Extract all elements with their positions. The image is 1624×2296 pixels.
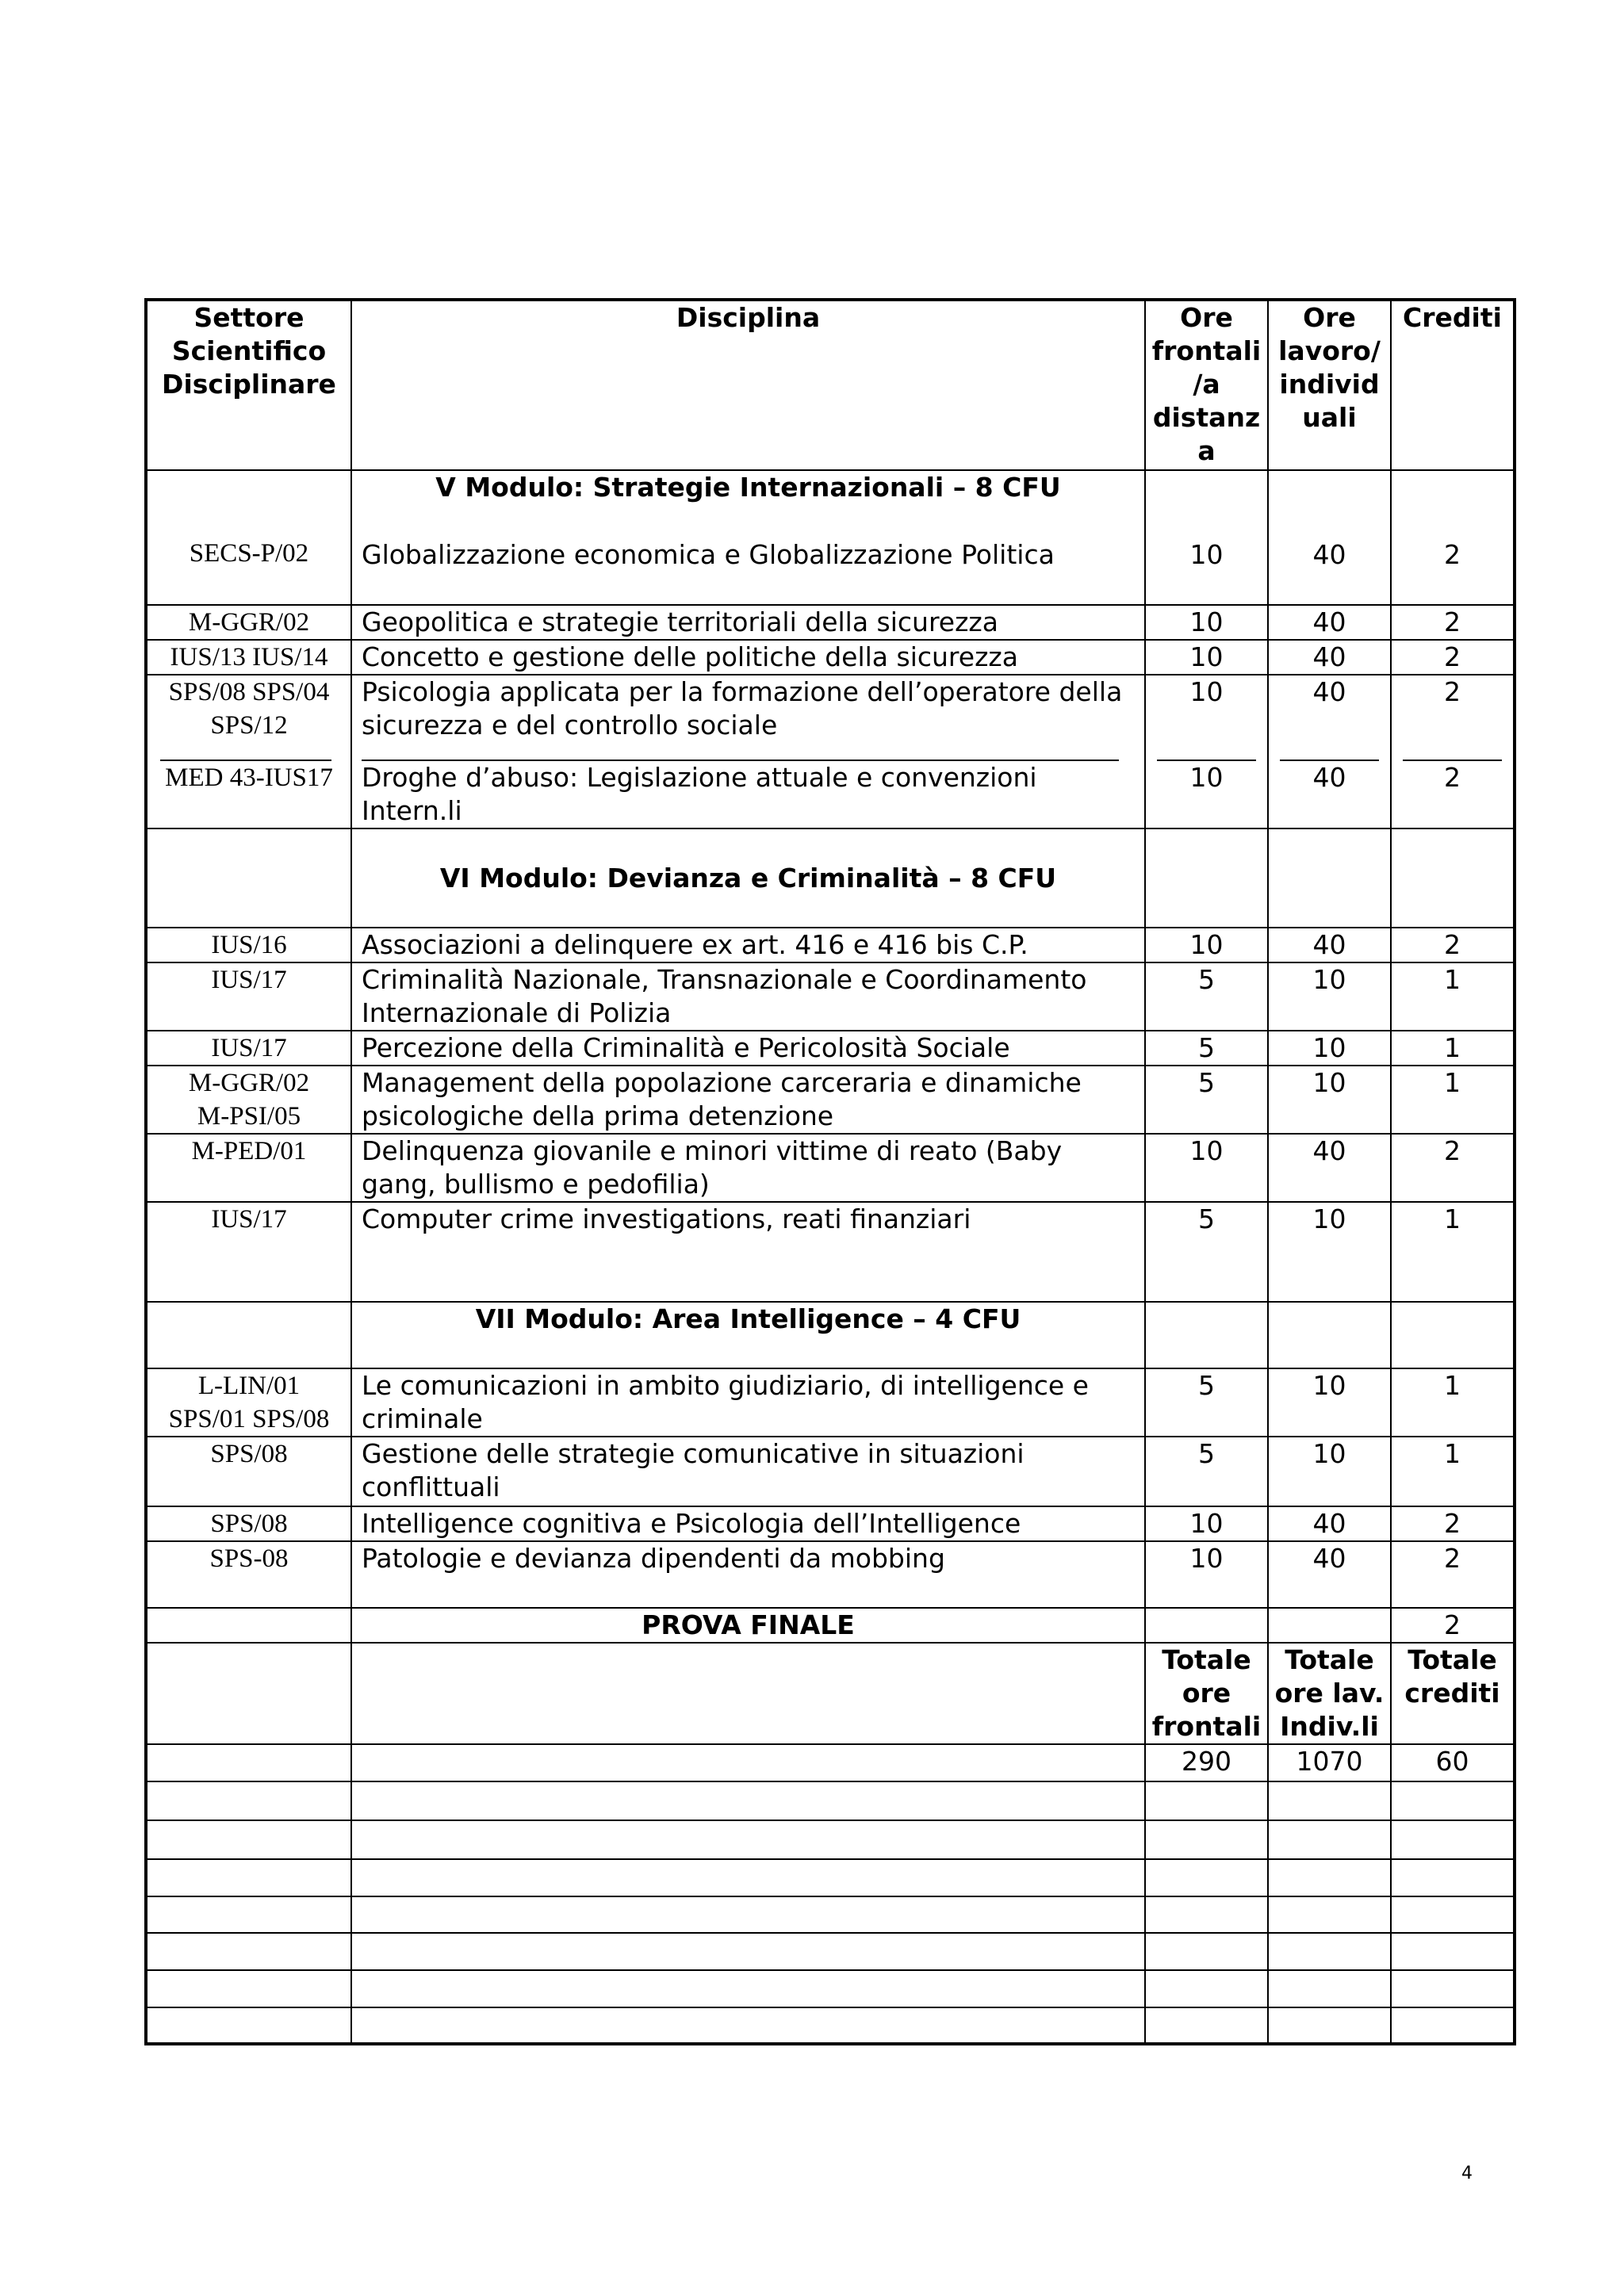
ore-frontali-cell — [1145, 675, 1268, 828]
module-vi-title: VI Modulo: Devianza e Criminalità – 8 CFU — [351, 828, 1145, 928]
settore-line: SPS/01 SPS/08 — [168, 1405, 330, 1433]
crediti-cell: 2 — [1391, 1541, 1515, 1608]
table-row-ore-frontali — [1145, 470, 1268, 605]
disciplina-cell: Concetto e gestione delle politiche della sicurezza — [351, 640, 1145, 675]
empty-row — [146, 1781, 1515, 1820]
disciplina-cell: Delinquenza giovanile e minori vittime di reato (Baby gang, bullismo e pedofilia) — [351, 1134, 1145, 1202]
settore-text: SECS-P/02 — [189, 539, 309, 568]
empty-cell — [1145, 1302, 1268, 1368]
ore-lavoro-value: 40 — [1312, 762, 1346, 793]
table-row — [146, 1506, 1515, 1541]
empty-cell — [1145, 828, 1268, 928]
disciplina-cell — [351, 675, 1145, 828]
module-v-title: V Modulo: Strategie Internazionali – 8 CFU — [435, 472, 1061, 503]
ore-frontali-cell: 5 — [1145, 1202, 1268, 1302]
totale-frontali-label: Totale ore frontali — [1145, 1643, 1268, 1744]
settore-line: MED 43-IUS17 — [165, 763, 333, 792]
ore-frontali-cell: 5 — [1145, 1031, 1268, 1066]
totals-values-row — [146, 1744, 1515, 1781]
empty-row — [146, 1896, 1515, 1933]
ore-lavoro-cell: 10 — [1268, 1066, 1391, 1134]
separator-line — [1403, 753, 1502, 761]
module-vii-title: VII Modulo: Area Intelligence – 4 CFU — [351, 1302, 1145, 1368]
prova-finale-crediti: 2 — [1391, 1608, 1515, 1643]
disciplina-text: Droghe d’abuso: Legislazione attuale e convenzioni Intern.li — [362, 762, 1037, 826]
table-row — [146, 1134, 1515, 1202]
crediti-cell: 2 — [1391, 1134, 1515, 1202]
crediti-value: 2 — [1444, 539, 1461, 570]
disciplina-cell: Management della popolazione carceraria e dinamiche psicologiche della prima detenzione — [351, 1066, 1145, 1134]
ore-lavoro-cell: 10 — [1268, 962, 1391, 1031]
settore-cell: IUS/17 — [146, 962, 351, 1031]
disciplina-text: Psicologia applicata per la formazione dell’operatore della sicurezza e del controllo sociale — [362, 676, 1123, 740]
ore-frontali-value: 10 — [1189, 539, 1224, 570]
table-row-ore-lavoro — [1268, 470, 1391, 605]
separator-line — [1280, 753, 1379, 761]
disciplina-cell: Criminalità Nazionale, Transnazionale e Coordinamento Internazionale di Polizia — [351, 962, 1145, 1031]
empty-row — [146, 1933, 1515, 1970]
totals-header-row — [146, 1643, 1515, 1744]
prova-finale-row — [146, 1608, 1515, 1643]
ore-frontali-cell: 10 — [1145, 640, 1268, 675]
ore-lavoro-cell: 10 — [1268, 1368, 1391, 1437]
separator-line — [362, 753, 1119, 761]
crediti-value: 2 — [1444, 676, 1461, 707]
crediti-cell: 2 — [1391, 640, 1515, 675]
crediti-cell: 1 — [1391, 1066, 1515, 1134]
table-row — [146, 1368, 1515, 1437]
crediti-cell: 2 — [1391, 928, 1515, 962]
header-disciplina — [351, 300, 1145, 470]
ore-lavoro-cell: 40 — [1268, 1541, 1391, 1608]
settore-line: L-LIN/01 — [197, 1372, 301, 1400]
empty-cell — [146, 1302, 351, 1368]
table-row — [146, 1031, 1515, 1066]
empty-cell — [146, 1608, 351, 1643]
header-settore — [146, 300, 351, 470]
table-row — [146, 1437, 1515, 1506]
settore-cell: IUS/16 — [146, 928, 351, 962]
ore-lavoro-cell: 40 — [1268, 928, 1391, 962]
curriculum-table — [144, 298, 1516, 2045]
ore-lavoro-value: 40 — [1312, 539, 1346, 570]
settore-cell — [146, 1368, 351, 1437]
totale-crediti-value: 60 — [1391, 1744, 1515, 1781]
ore-frontali-cell: 5 — [1145, 1437, 1268, 1506]
totale-frontali-value: 290 — [1145, 1744, 1268, 1781]
settore-line: M-PSI/05 — [197, 1102, 301, 1131]
settore-cell: IUS/17 — [146, 1202, 351, 1302]
ore-lavoro-cell: 40 — [1268, 640, 1391, 675]
empty-cell — [1391, 828, 1515, 928]
crediti-cell: 1 — [1391, 1202, 1515, 1302]
disciplina-cell: Intelligence cognitiva e Psicologia dell’Intelligence — [351, 1506, 1145, 1541]
empty-row — [146, 1859, 1515, 1896]
ore-lavoro-value: 40 — [1312, 676, 1346, 707]
crediti-cell: 1 — [1391, 1437, 1515, 1506]
settore-cell: SPS/08 — [146, 1506, 351, 1541]
ore-frontali-cell: 5 — [1145, 1066, 1268, 1134]
crediti-cell: 2 — [1391, 605, 1515, 640]
totale-crediti-label: Totale crediti — [1391, 1643, 1515, 1744]
header-disciplina-text: Disciplina — [676, 302, 821, 333]
header-crediti — [1391, 300, 1515, 470]
ore-frontali-value: 10 — [1189, 676, 1224, 707]
ore-frontali-cell: 5 — [1145, 962, 1268, 1031]
separator-line — [160, 753, 331, 761]
crediti-cell: 1 — [1391, 1368, 1515, 1437]
empty-cell — [351, 1744, 1145, 1781]
settore-cell — [146, 675, 351, 828]
settore-cell: SPS-08 — [146, 1541, 351, 1608]
empty-cell — [351, 1643, 1145, 1744]
table-row — [146, 1541, 1515, 1608]
header-ore-frontali-text: Ore frontali /a distanz a — [1151, 302, 1262, 466]
settore-cell: IUS/13 IUS/14 — [146, 640, 351, 675]
crediti-cell — [1391, 675, 1515, 828]
ore-lavoro-cell: 40 — [1268, 1506, 1391, 1541]
table-row — [146, 605, 1515, 640]
ore-frontali-cell: 10 — [1145, 1506, 1268, 1541]
ore-frontali-cell: 10 — [1145, 1134, 1268, 1202]
crediti-cell: 2 — [1391, 1506, 1515, 1541]
disciplina-cell: Percezione della Criminalità e Pericolosità Sociale — [351, 1031, 1145, 1066]
empty-cell — [146, 1744, 351, 1781]
empty-cell — [146, 1643, 351, 1744]
prova-finale-label: PROVA FINALE — [351, 1608, 1145, 1643]
table-row-settore — [146, 470, 351, 605]
module-vii-row — [146, 1302, 1515, 1368]
ore-frontali-cell: 5 — [1145, 1368, 1268, 1437]
header-crediti-text: Crediti — [1403, 302, 1502, 333]
disciplina-cell: Patologie e devianza dipendenti da mobbing — [351, 1541, 1145, 1608]
table-row — [146, 1066, 1515, 1134]
settore-cell: M-PED/01 — [146, 1134, 351, 1202]
page-number: 4 — [1461, 2164, 1473, 2183]
ore-frontali-cell: 10 — [1145, 928, 1268, 962]
table-row-crediti — [1391, 470, 1515, 605]
settore-cell: SPS/08 — [146, 1437, 351, 1506]
table-row — [146, 962, 1515, 1031]
settore-line: SPS/08 SPS/04 — [168, 678, 330, 706]
disciplina-text: Globalizzazione economica e Globalizzazione Politica — [362, 539, 1055, 570]
header-ore-lavoro — [1268, 300, 1391, 470]
settore-cell — [146, 1066, 351, 1134]
ore-lavoro-cell: 10 — [1268, 1202, 1391, 1302]
totale-lavoro-value: 1070 — [1268, 1744, 1391, 1781]
settore-cell: IUS/17 — [146, 1031, 351, 1066]
crediti-cell: 1 — [1391, 962, 1515, 1031]
empty-cell — [1391, 1302, 1515, 1368]
table-row — [146, 640, 1515, 675]
crediti-cell: 1 — [1391, 1031, 1515, 1066]
ore-frontali-value: 10 — [1189, 762, 1224, 793]
empty-cell — [146, 828, 351, 928]
empty-cell — [1145, 1608, 1268, 1643]
disciplina-cell: Gestione delle strategie comunicative in situazioni conflittuali — [351, 1437, 1145, 1506]
disciplina-cell: Computer crime investigations, reati finanziari — [351, 1202, 1145, 1302]
settore-line: M-GGR/02 — [188, 1069, 310, 1097]
ore-frontali-cell: 10 — [1145, 1541, 1268, 1608]
table-row-disciplina — [351, 470, 1145, 605]
empty-row — [146, 2007, 1515, 2044]
disciplina-cell: Associazioni a delinquere ex art. 416 e 416 bis C.P. — [351, 928, 1145, 962]
table-row — [146, 1202, 1515, 1302]
module-v-row — [146, 470, 1515, 605]
empty-cell — [1268, 1608, 1391, 1643]
header-ore-frontali — [1145, 300, 1268, 470]
table-row — [146, 928, 1515, 962]
ore-lavoro-cell: 10 — [1268, 1437, 1391, 1506]
empty-cell — [1268, 828, 1391, 928]
settore-line: SPS/12 — [210, 711, 288, 740]
module-vi-row — [146, 828, 1515, 928]
header-row — [146, 300, 1515, 470]
empty-row — [146, 1970, 1515, 2007]
disciplina-cell: Geopolitica e strategie territoriali della sicurezza — [351, 605, 1145, 640]
ore-lavoro-cell: 10 — [1268, 1031, 1391, 1066]
ore-lavoro-cell: 40 — [1268, 605, 1391, 640]
empty-cell — [1268, 1302, 1391, 1368]
ore-lavoro-cell — [1268, 675, 1391, 828]
separator-line — [1157, 753, 1256, 761]
crediti-value: 2 — [1444, 762, 1461, 793]
ore-frontali-cell: 10 — [1145, 605, 1268, 640]
header-settore-text: Settore Scientifico Disciplinare — [162, 302, 336, 400]
table-row — [146, 675, 1515, 828]
ore-lavoro-cell: 40 — [1268, 1134, 1391, 1202]
settore-cell: M-GGR/02 — [146, 605, 351, 640]
empty-row — [146, 1820, 1515, 1859]
disciplina-cell: Le comunicazioni in ambito giudiziario, di intelligence e criminale — [351, 1368, 1145, 1437]
header-ore-lavoro-text: Ore lavoro/ individ uali — [1278, 302, 1381, 433]
totale-lavoro-label: Totale ore lav. Indiv.li — [1268, 1643, 1391, 1744]
